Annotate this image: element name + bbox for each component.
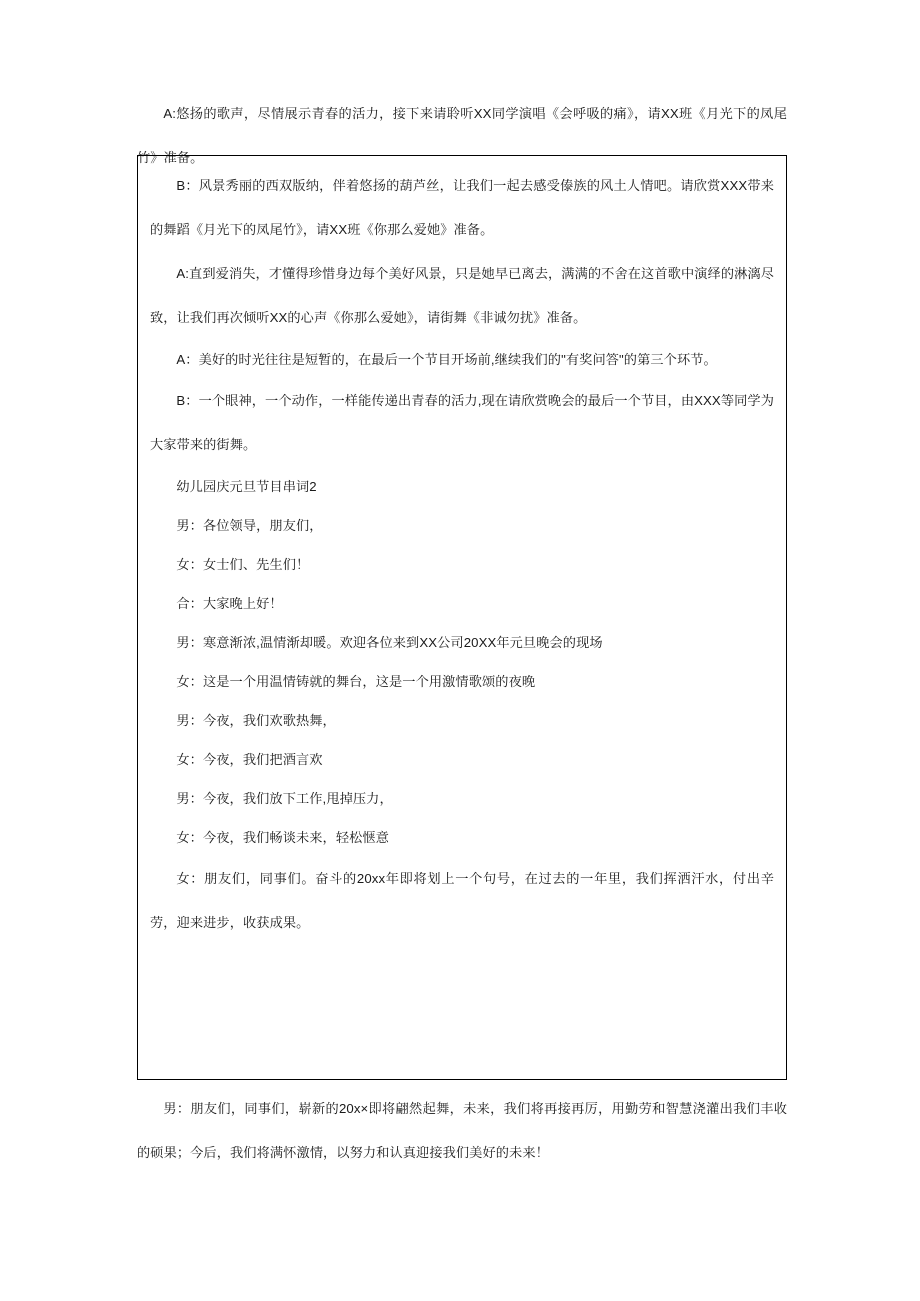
paragraph-framed-4: B：一个眼神，一个动作，一样能传递出青春的活力,现在请欣赏晚会的最后一个节目，由XXX等同学为大家带来的街舞。: [150, 393, 774, 452]
framed-content-box: [137, 155, 787, 1080]
outro-text-block: [137, 1087, 787, 1175]
paragraph-framed-2: A:直到爱消失，才懂得珍惜身边每个美好风景，只是她早已离去，满满的不舍在这首歌中演绎的淋漓尽致，让我们再次倾听XX的心声《你那么爱她》，请街舞《非诚勿扰》准备。: [150, 266, 774, 325]
paragraph-framed-13: 男：今夜，我们放下工作,甩掉压力，: [176, 791, 393, 806]
paragraph-framed-6: 男：各位领导，朋友们，: [176, 518, 323, 533]
paragraph-framed-7: 女：女士们、先生们！: [176, 557, 310, 572]
paragraph-intro-1: A:悠扬的歌声，尽情展示青春的活力，接下来请聆听XX同学演唱《会呼吸的痛》，请XX班《月光下的凤尾竹》准备。: [137, 106, 787, 165]
paragraph-framed-1: B：风景秀丽的西双版纳，伴着悠扬的葫芦丝，让我们一起去感受傣族的风土人情吧。请欣赏XXX带来的舞蹈《月光下的凤尾竹》，请XX班《你那么爱她》准备。: [150, 178, 774, 237]
paragraph-framed-12: 女：今夜，我们把酒言欢: [176, 752, 323, 767]
paragraph-framed-3: A：美好的时光往往是短暂的，在最后一个节目开场前,继续我们的"有奖问答"的第三个环节。: [176, 352, 717, 367]
paragraph-framed-11: 男：今夜，我们欢歌热舞，: [176, 713, 336, 728]
paragraph-framed-14: 女：今夜，我们畅谈未来，轻松惬意: [176, 830, 389, 845]
paragraph-framed-15: 女：朋友们，同事们。奋斗的20xx年即将划上一个句号，在过去的一年里，我们挥洒汗水，付出辛劳，迎来进步，收获成果。: [150, 871, 774, 930]
paragraph-framed-9: 男：寒意渐浓,温情渐却暖。欢迎各位来到XX公司20XX年元旦晚会的现场: [176, 635, 603, 650]
paragraph-outro-1: 男：朋友们，同事们，崭新的20x×即将翩然起舞，未来，我们将再接再厉，用勤劳和智慧浇灌出我们丰收的硕果；今后，我们将满怀激情，以努力和认真迎接我们美好的未来！: [137, 1101, 787, 1160]
paragraph-framed-10: 女：这是一个用温情铸就的舞台，这是一个用激情歌颂的夜晚: [176, 674, 536, 689]
section-heading-kindergarten-new-year-script-2: 幼儿园庆元旦节目串词2: [176, 479, 317, 494]
paragraph-framed-8: 合：大家晚上好！: [176, 596, 283, 611]
